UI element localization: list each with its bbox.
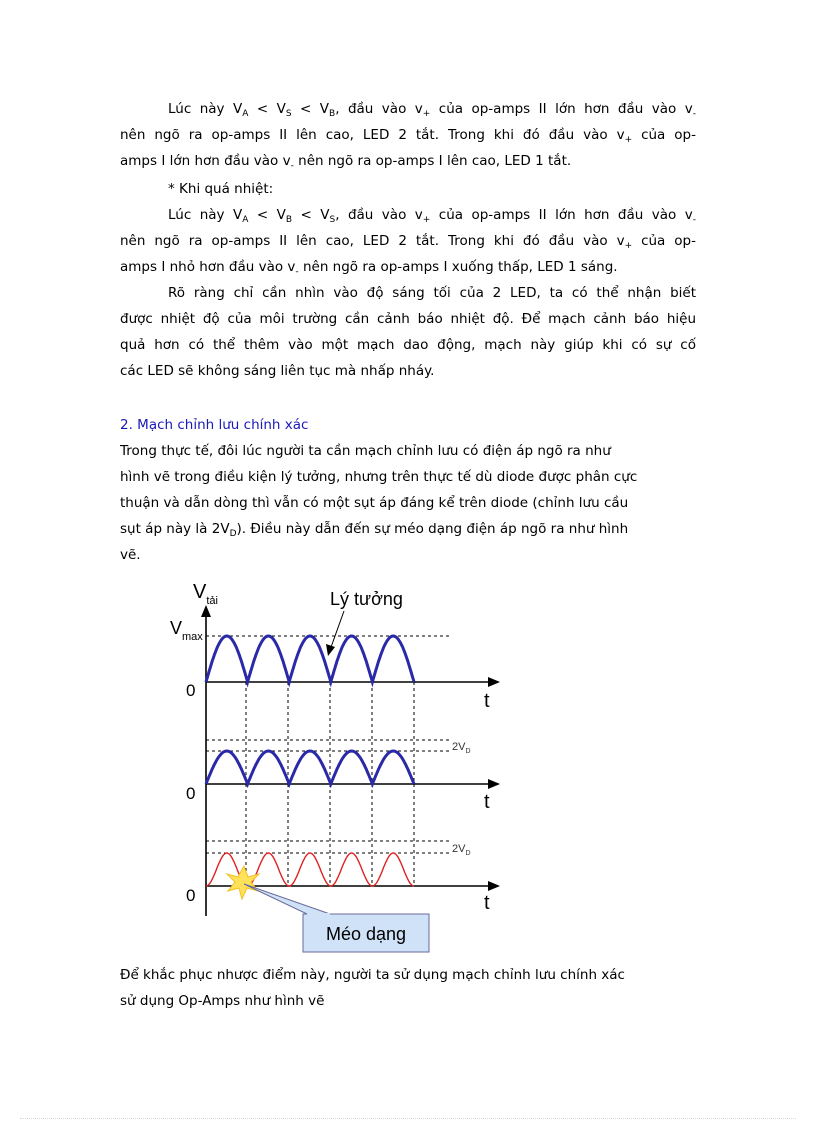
y-axis-label: $V_{tải}$ [193,581,218,607]
paragraph-overheat-case [120,202,696,280]
paragraph-rectifier-intro [120,438,680,568]
rectifier-waveform-figure [160,570,520,960]
page-bottom-rule [20,1118,796,1119]
callout-pointer [244,884,330,914]
text-line: sụt áp này là $2V_D$). Điều này dẫn đến sự méo dạng điện áp ngõ ra như hình [120,521,629,539]
ideal-label: Lý tưởng [330,589,403,609]
t-axis-arrow-icon [488,881,500,891]
distortion-label: Méo dạng [325,924,407,944]
zero-label: 0 [186,784,196,803]
t-axis-arrow-icon [488,779,500,789]
text-line: amps I lớn hơn đầu vào $v_-$ nên ngõ ra op-amps I lên cao, LED 1 tắt. [120,153,572,171]
text-line: vẽ. [120,547,141,563]
paragraph-solution [120,962,680,1014]
text-line: Trong thực tế, đôi lúc người ta cần mạch chỉnh lưu có điện áp ngõ ra như [120,443,611,459]
text-line: các LED sẽ không sáng liên tục mà nhấp nháy. [120,363,435,379]
overheat-label: * Khi quá nhiệt: [168,181,274,197]
dropped-waveform [206,751,414,784]
ideal-pointer-arrow-icon [326,644,335,656]
t-label: t [484,690,490,712]
text-line: được nhiệt độ của môi trường cần cảnh báo nhiệt độ. Để mạch cảnh báo hiệu [120,311,696,327]
text-line: Rõ ràng chỉ cần nhìn vào độ sáng tối của 2 LED, ta có thể nhận biết [168,285,696,301]
t-label: t [484,791,490,813]
text-line: Để khắc phục nhược điểm này, người ta sử dụng mạch chỉnh lưu chính xác [120,967,625,983]
paragraph-normal-case [120,96,696,174]
text-line: Lúc này $V_A < V_S < V_B$, đầu vào $v_+$ của op-amps II lớn hơn đầu vào $v_-$ [168,101,696,119]
text-line: Lúc này $V_A < V_B < V_S$, đầu vào $v_+$ của op-amps II lớn hơn đầu vào $v_-$ [168,207,696,225]
zero-label: 0 [186,886,196,905]
text-line: quả hơn có thể thêm vào một mạch dao động, mạch này giúp khi có sự cố [120,337,696,353]
drop-label: $2V_D$ [452,741,471,755]
text-line: nên ngõ ra op-amps II lên cao, LED 2 tắt. Trong khi đó đầu vào $v_+$ của op- [120,127,696,145]
zero-label: 0 [186,681,196,700]
drop-label: $2V_D$ [452,843,471,857]
distortion-star-icon [227,866,259,899]
text-line: thuận và dẫn dòng thì vẫn có một sụt áp đáng kể trên diode (chỉnh lưu cầu [120,495,629,511]
section-heading: 2. Mạch chỉnh lưu chính xác [120,417,309,433]
text-line: nên ngõ ra op-amps II lên cao, LED 2 tắt. Trong khi đó đầu vào $v_+$ của op- [120,233,696,251]
t-axis-arrow-icon [488,677,500,687]
t-label: t [484,892,490,914]
text-line: amps I nhỏ hơn đầu vào $v_-$ nên ngõ ra op-amps I xuống thấp, LED 1 sáng. [120,259,618,277]
paragraph-led-summary [120,280,696,384]
vmax-label: $V_{max}$ [170,618,203,643]
text-line: hình vẽ trong điều kiện lý tưởng, nhưng trên thực tế dù diode được phân cực [120,469,638,485]
ideal-pointer [330,611,344,650]
text-line: sử dụng Op-Amps như hình vẽ [120,993,325,1009]
ideal-waveform [206,636,414,682]
